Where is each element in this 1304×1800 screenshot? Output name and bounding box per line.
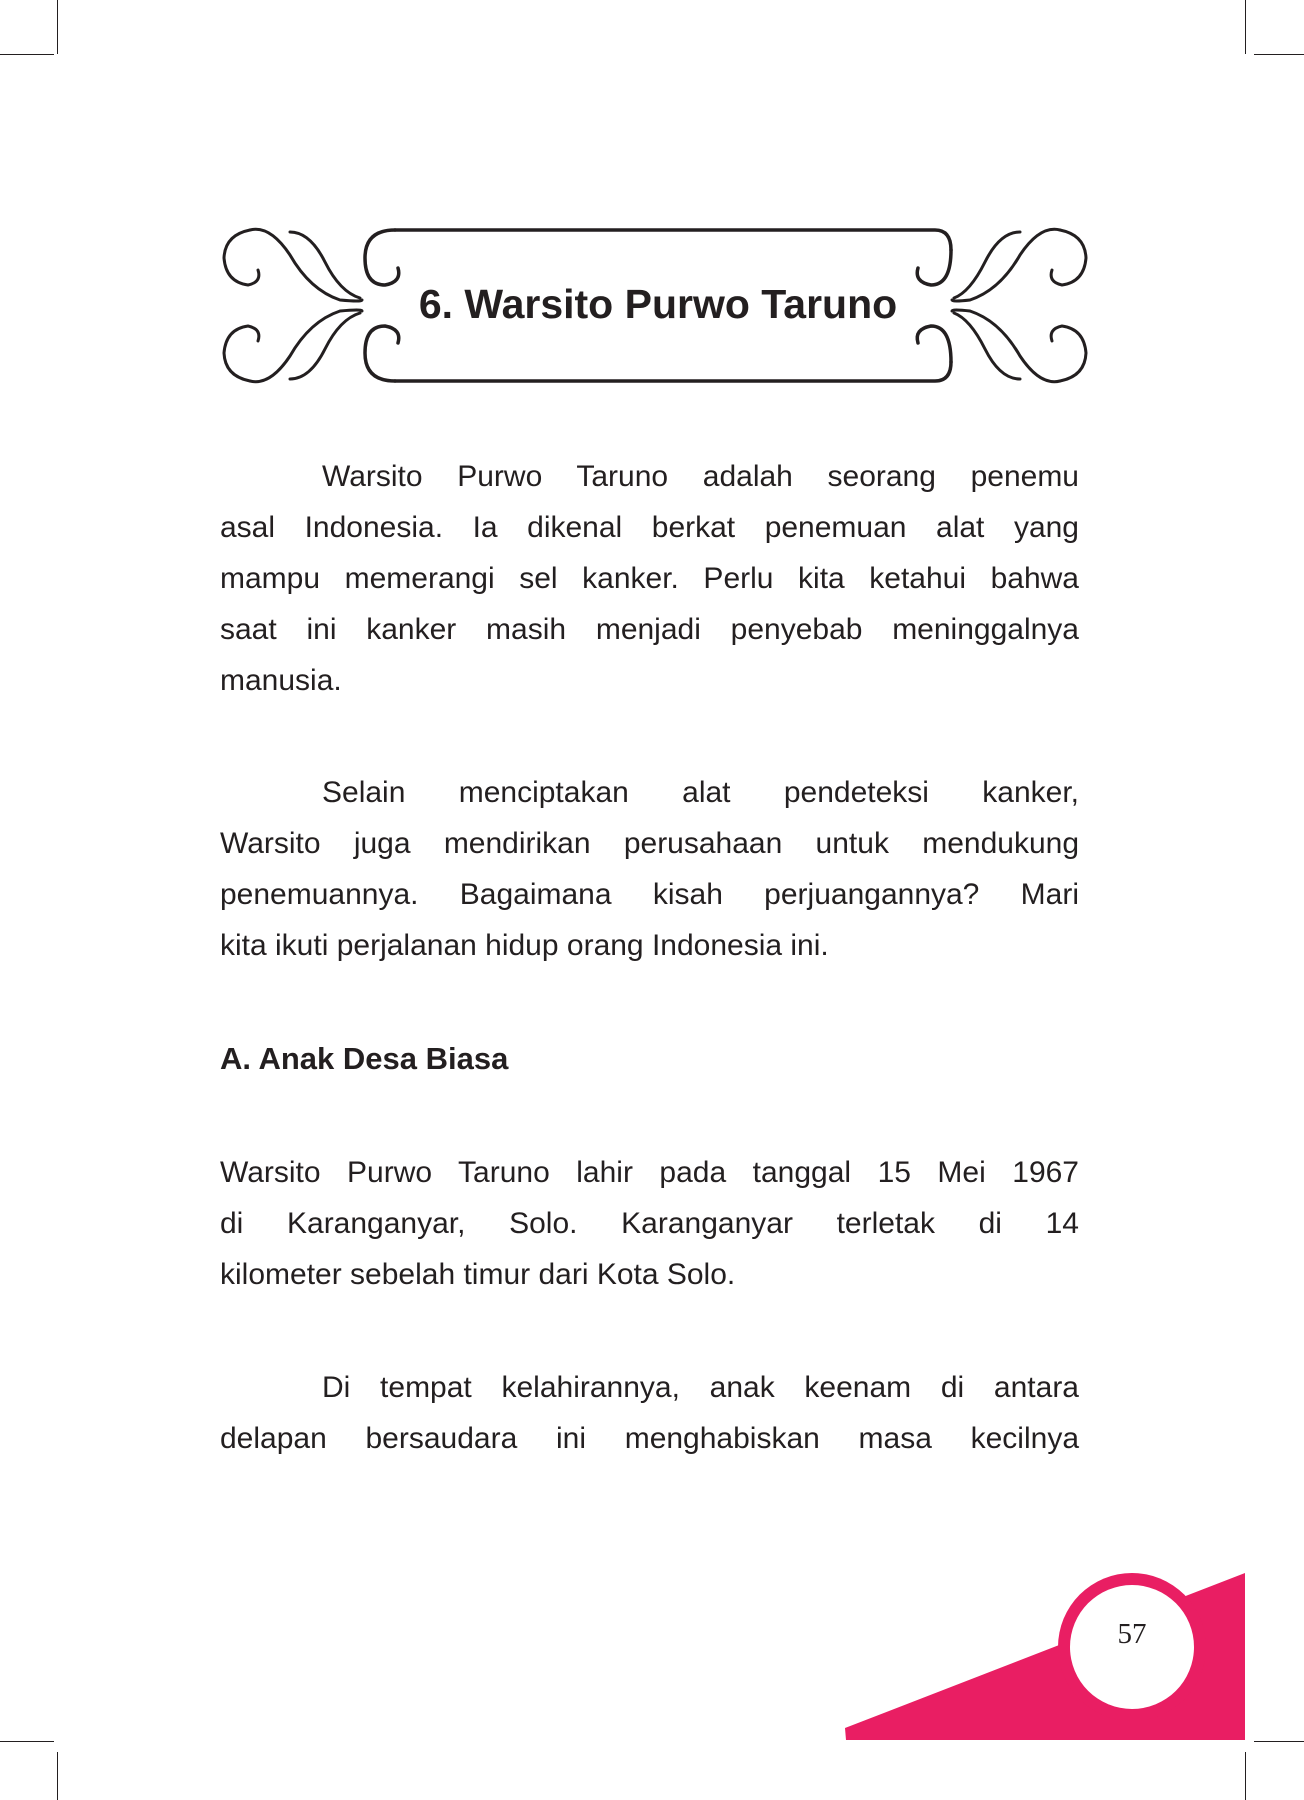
text-line: mampu memerangi sel kanker. Perlu kita ketahui bahwa	[220, 562, 1079, 595]
text-line: kilometer sebelah timur dari Kota Solo.	[220, 1258, 736, 1291]
text-line: Warsito Purwo Taruno lahir pada tanggal 15 Mei 1967	[220, 1156, 1079, 1189]
text-line: Warsito juga mendirikan perusahaan untuk mendukung	[220, 827, 1079, 860]
text-line: Selain menciptakan alat pendeteksi kanker,	[322, 776, 1079, 809]
text-line: Warsito Purwo Taruno adalah seorang penemu	[322, 460, 1079, 493]
text-line: asal Indonesia. Ia dikenal berkat penemuan alat yang	[220, 511, 1079, 544]
chapter-title: 6. Warsito Purwo Taruno	[418, 281, 898, 327]
text-line: Di tempat kelahirannya, anak keenam di antara	[322, 1371, 1079, 1404]
page-number: 57	[1117, 1618, 1147, 1650]
text-line: penemuannya. Bagaimana kisah perjuangannya? Mari	[220, 878, 1079, 911]
text-line: delapan bersaudara ini menghabiskan masa kecilnya	[220, 1422, 1079, 1455]
text-line: saat ini kanker masih menjadi penyebab meninggalnya	[220, 613, 1079, 646]
text-line: di Karanganyar, Solo. Karanganyar terletak di 14	[220, 1207, 1079, 1240]
text-line: kita ikuti perjalanan hidup orang Indonesia ini.	[220, 929, 829, 962]
text-line: manusia.	[220, 664, 342, 697]
section-heading: A. Anak Desa Biasa	[220, 1041, 509, 1076]
